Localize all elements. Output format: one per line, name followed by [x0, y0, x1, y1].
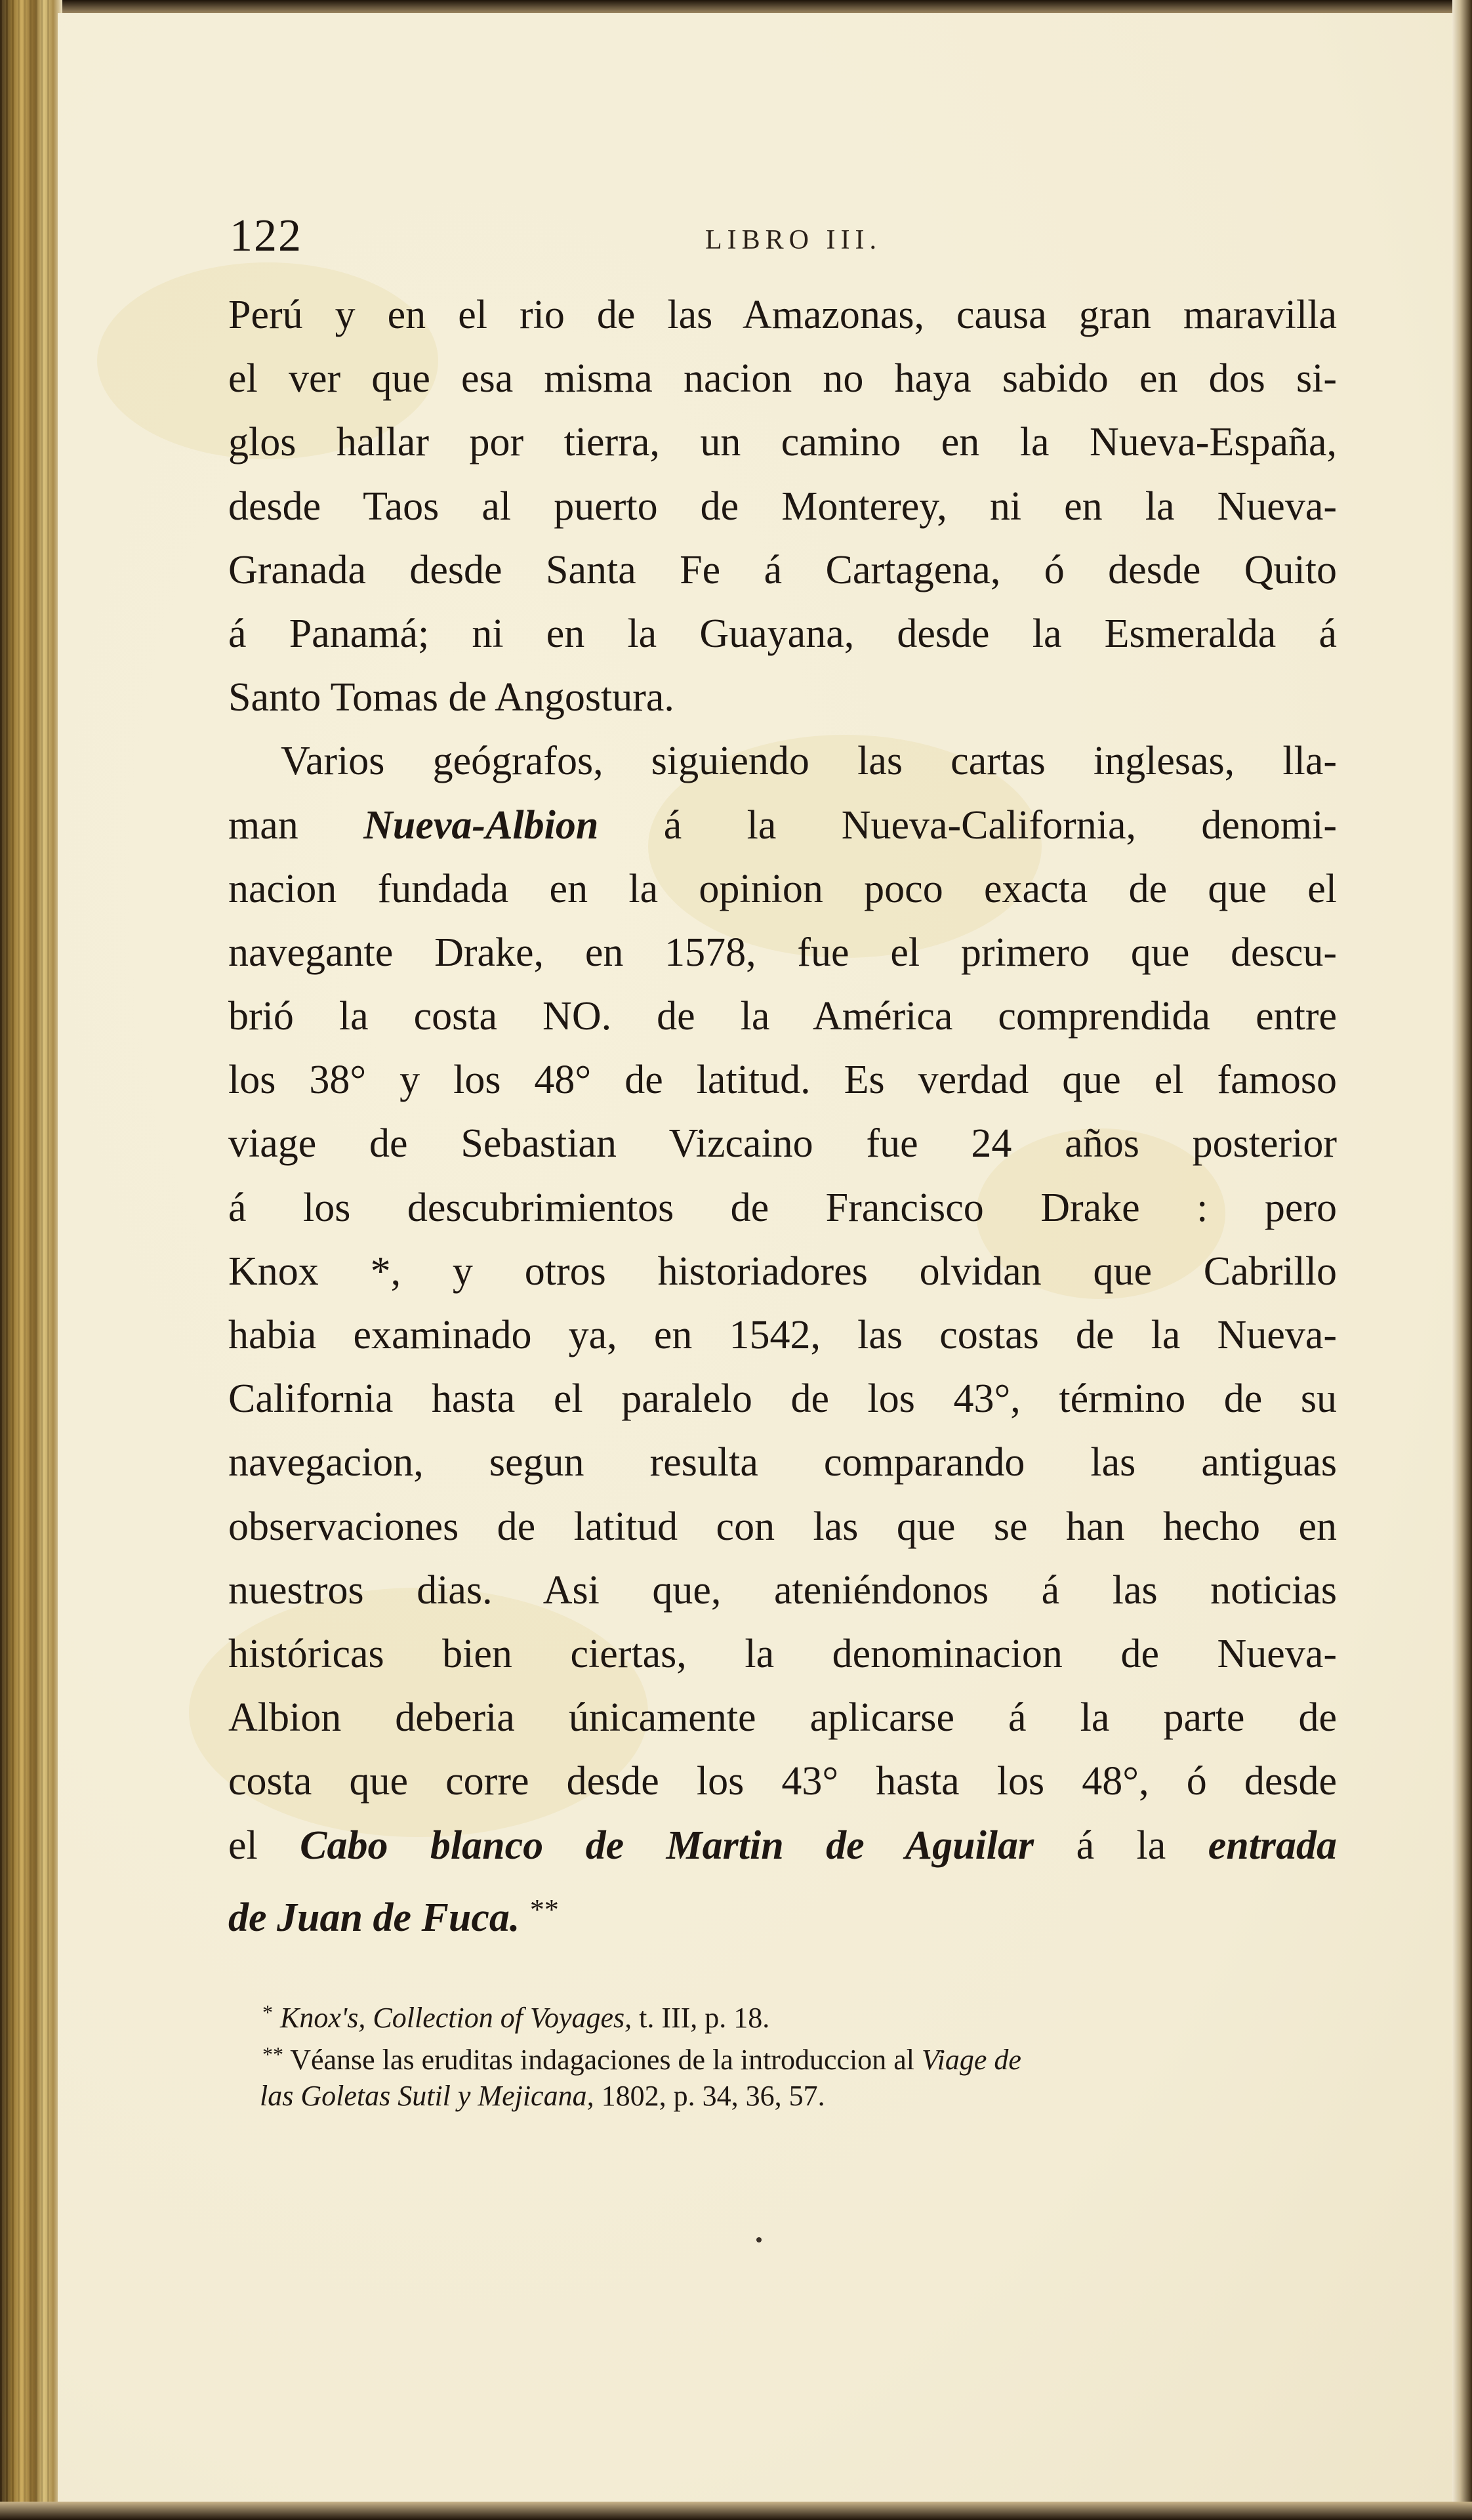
footnotes	[262, 1991, 1338, 2117]
footnote-text: Véanse las eruditas indagaciones de la introduccion al	[290, 2044, 914, 2076]
text-line: Santo Tomas de Angostura.	[228, 675, 674, 720]
text-line: Perú y en el rio de las Amazonas, causa gran maravilla	[228, 293, 1337, 337]
text-line: el ver que esa misma nacion no haya sabido en dos si-	[228, 356, 1337, 402]
text-line: los 38° y los 48° de latitud. Es verdad que el famoso	[228, 1058, 1337, 1103]
text-line: á los descubrimientos de Francisco Drake : pero	[228, 1185, 1337, 1230]
text-segment: el	[228, 1823, 258, 1868]
italic-term: Nueva-Albion	[363, 802, 599, 848]
text-line: Varios geógrafos, siguiendo las cartas inglesas, lla-	[281, 739, 1337, 784]
text-line	[228, 794, 1337, 857]
text-line: históricas bien ciertas, la denominacion de Nueva-	[228, 1631, 1337, 1676]
text-line: costa que corre desde los 43° hasta los 48°, ó desde	[228, 1759, 1337, 1804]
italic-term: entrada	[1208, 1823, 1338, 1868]
page-header	[230, 210, 1332, 269]
binding-stripes	[0, 0, 52, 2520]
text-line: Knox *, y otros historiadores olvidan que Cabrillo	[228, 1249, 1337, 1294]
text-line: nacion fundada en la opinion poco exacta de que el	[228, 866, 1337, 911]
footnote-ref: **	[529, 1893, 559, 1926]
page-edge-right	[1452, 0, 1472, 2520]
text-line: Albion deberia únicamente aplicarse á la parte de	[228, 1695, 1337, 1741]
text-segment: á la	[1076, 1823, 1166, 1868]
text-line: Granada desde Santa Fe á Cartagena, ó desde Quito	[228, 547, 1337, 592]
footnote-text: t. III, p. 18.	[639, 2002, 770, 2034]
footnote-marker: **	[262, 2042, 283, 2066]
bottom-page-edge	[0, 2502, 1472, 2520]
italic-term: de Juan de Fuca.	[228, 1895, 520, 1940]
footnote-2-continued	[260, 2075, 1338, 2117]
text-line: habia examinado ya, en 1542, las costas de la Nueva-	[228, 1313, 1337, 1357]
text-line	[228, 1814, 1337, 1878]
text-line: glos hallar por tierra, un camino en la Nueva-España,	[228, 420, 1337, 465]
footnote-italic: las Goletas Sutil y Mejicana,	[260, 2080, 594, 2112]
italic-term: Cabo blanco de Martin de Aguilar	[300, 1823, 1034, 1868]
footnote-2	[262, 2033, 1338, 2075]
footnote-italic: Knox's, Collection of Voyages,	[280, 2002, 632, 2034]
body-text	[228, 283, 1337, 1941]
text-line: navegante Drake, en 1578, fue el primero que descu-	[228, 930, 1337, 975]
footnote-1	[262, 1991, 1338, 2033]
footnote-text: 1802, p. 34, 36, 57.	[601, 2080, 825, 2112]
footnote-italic: Viage de	[921, 2044, 1021, 2076]
text-segment: á la Nueva-California, denomi-	[663, 802, 1338, 848]
text-line: observaciones de latitud con las que se han hecho en	[228, 1504, 1337, 1549]
footnote-marker: *	[262, 2000, 273, 2024]
text-line: California hasta el paralelo de los 43°, término de su	[228, 1376, 1337, 1422]
text-segment: man	[228, 802, 298, 848]
text-line: desde Taos al puerto de Monterey, ni en la Nueva-	[228, 484, 1337, 529]
running-head: LIBRO III.	[705, 225, 882, 255]
text-line: navegacion, segun resulta comparando las antiguas	[228, 1440, 1337, 1485]
page-number: 122	[230, 211, 302, 261]
text-line: nuestros dias. Asi que, ateniéndonos á las noticias	[228, 1567, 1337, 1613]
top-page-edge	[0, 0, 1472, 14]
ink-speck	[756, 2237, 762, 2242]
text-line: brió la costa NO. de la América comprendida entre	[228, 994, 1337, 1039]
text-line	[228, 1878, 1337, 1941]
text-line: á Panamá; ni en la Guayana, desde la Esmeralda á	[228, 611, 1337, 656]
text-line: viage de Sebastian Vizcaino fue 24 años posterior	[228, 1121, 1337, 1167]
